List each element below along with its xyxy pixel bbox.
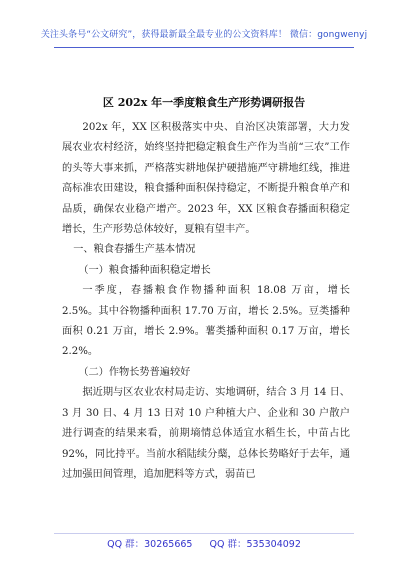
footer-qq-group-1: QQ 群：30265665: [107, 539, 193, 550]
document-title: 区 202x 年一季度粮食生产形势调研报告: [102, 96, 306, 109]
footer-divider: [54, 533, 354, 534]
footer-qq-group-2: QQ 群：535304092: [209, 539, 301, 550]
footer-contacts: [0, 536, 408, 550]
section-heading: 一、粮食春播生产基本情况: [73, 244, 196, 256]
document-body: [62, 118, 350, 485]
body-paragraph: 据近期与区农业农村局走访、实地调研，结合 3 月 14 日、3 月 30 日、4 月 13 日对 10 户种植大户、企业和 30 户散户进行调查的结果来看，前期墒情总体适宜水稻生长，中苗占比 92%，同比持平。当前水稻陆续分蘖，总体长势略好于去年，通过加强田间管理，追加肥料等方式，弱苗已: [62, 387, 350, 480]
intro-paragraph: 202x 年，XX 区积极落实中央、自治区决策部署，大力发展农业农村经济，始终坚持把稳定粮食生产作为当前“三农”工作的头等大事来抓，严格落实耕地保护硬措施严守耕地红线，推进高标准农田建设，粮食播种面积保持稳定，不断提升粮食单产和品质，确保农业稳产增产。2023 年，XX 区粮食春播面积稳定增长，生产形势总体较好，夏粮有望丰产。: [62, 122, 350, 236]
subsection-heading: （二）作物长势普遍较好: [78, 366, 191, 378]
header-divider: [54, 47, 354, 48]
body-paragraph: 一季度，春播粮食作物播种面积 18.08 万亩，增长 2.5%。其中谷物播种面积 17.70 万亩，增长 2.5%。豆类播种面积 0.21 万亩，增长 2.9%。薯类播种面积 0.17 万亩，增长 2.2%。: [62, 285, 350, 358]
subsection-heading: （一）粮食播种面积稳定增长: [78, 264, 211, 276]
header-banner: 关注头条号“公文研究”，获得最新最全最专业的公文资料库！ 微信：gongwenyj: [40, 30, 368, 40]
